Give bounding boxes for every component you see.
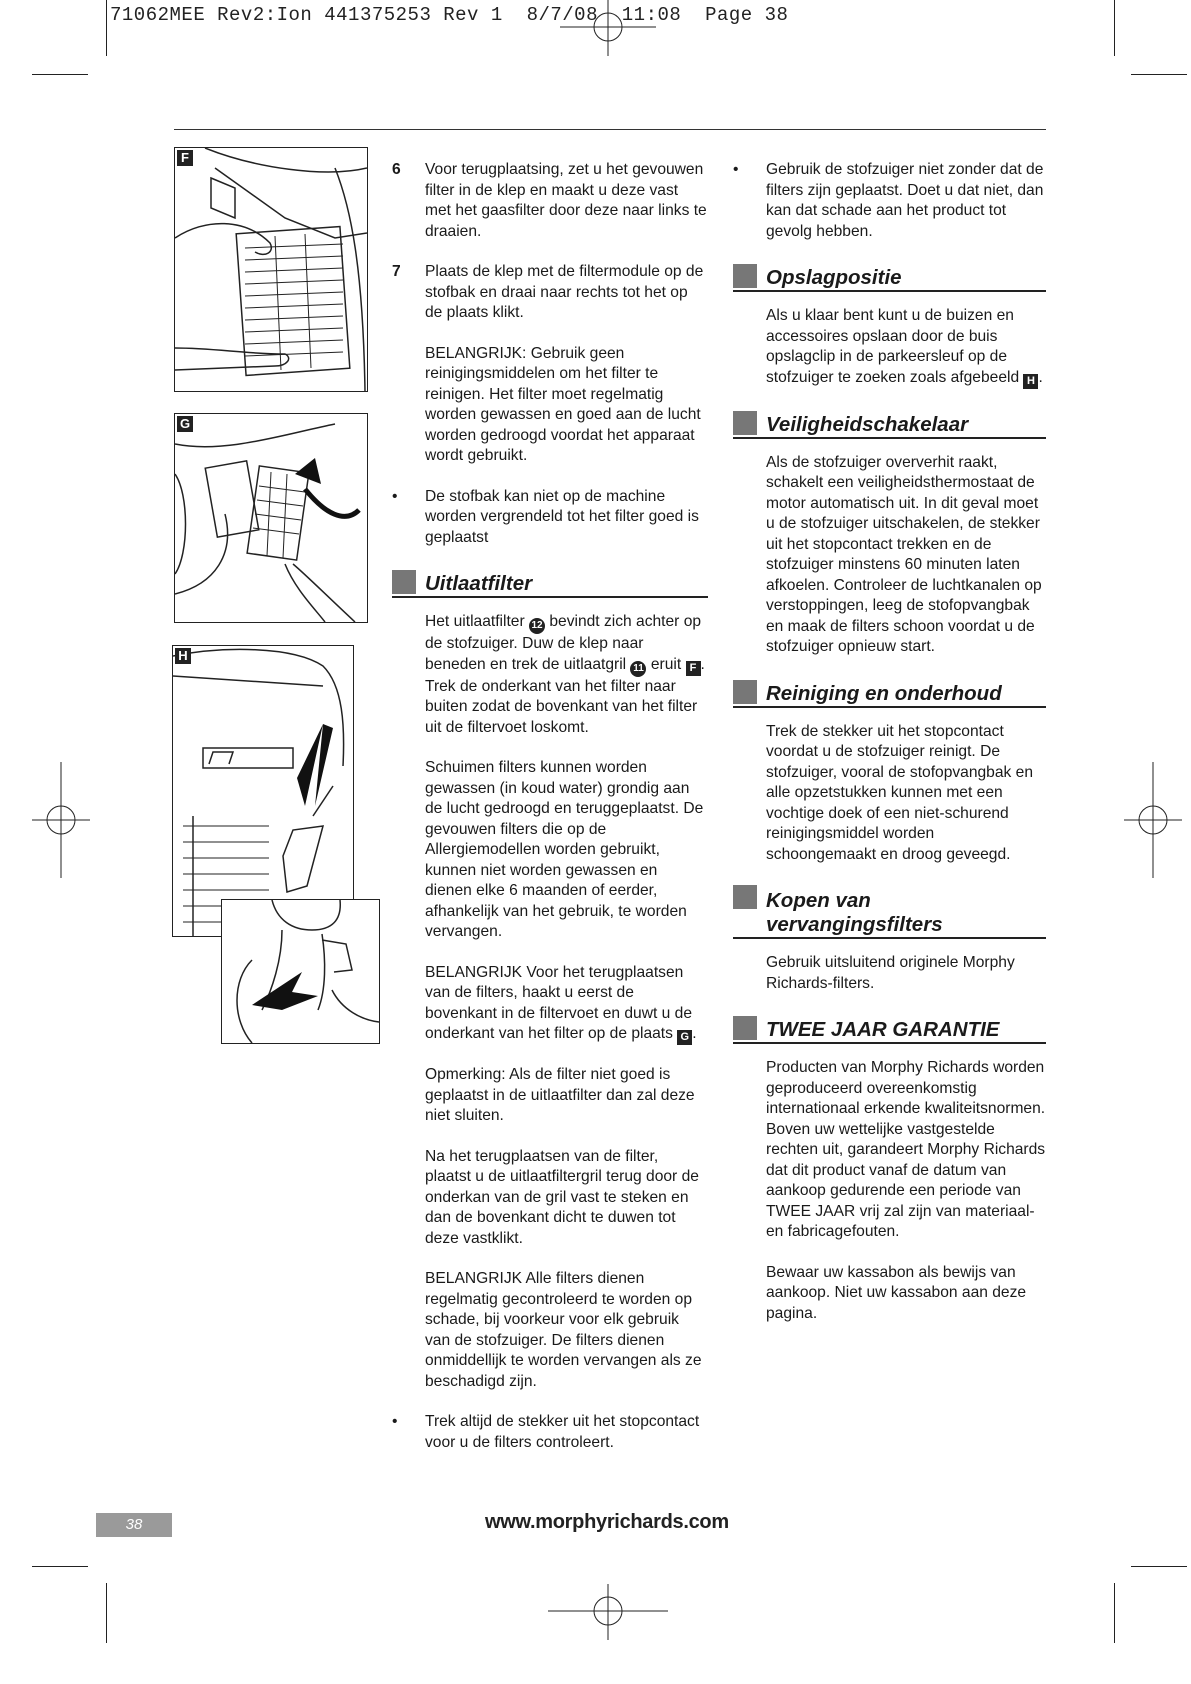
heading-marker [392,570,416,594]
section-heading-uitlaatfilter [392,568,708,598]
uitlaatfilter-p1-d: . Trek de onderkant van het filter naar buiten zodat de bovenkant van het filter uit de filtervoet loskomt. [425,655,705,736]
step-7-text: Plaats de klep met de filtermodule op de stofbak en draai naar rechts tot het op de plaats klikt. [425,263,704,321]
figure-ref-g: G [677,1030,692,1045]
heading-marker [733,264,757,288]
bullet-mark: • [392,1413,398,1430]
step-6 [392,160,708,242]
figure-ref-f: F [686,661,701,676]
callout-11: 11 [630,661,646,677]
uitlaatfilter-p3 [425,963,708,1046]
section-heading-opslagpositie [733,262,1046,292]
uitlaatfilter-p1 [425,612,708,738]
step-6-number: 6 [392,161,401,178]
bullet-stekker [392,1412,708,1453]
figure-h-illustration [173,646,353,936]
bullet-filters-text: Gebruik de stofzuiger niet zonder dat de filters zijn geplaatst. Doet u dat niet, dan kan dat schade aan het product tot gevolg hebben. [766,161,1044,240]
bullet-mark: • [392,487,398,505]
heading-marker [733,885,757,909]
figure-g-illustration [175,414,367,622]
veiligheidschakelaar-text: Als de stofzuiger oververhit raakt, schakelt een veiligheidsthermostaat de motor automatisch uit. In dit geval moet u de stofzuiger uitschakelen, de stekker uit het stopcontact trekken en de stofzuiger minstens 60 minuten laten afkoelen. Controleer de luchtkanalen op verstoppingen, leeg de stofopvangbak en maak de filters schoon voordat u de stofzuiger opnieuw start. [766,453,1042,655]
top-rule [174,129,1046,130]
figure-g [174,413,368,623]
garantie-p1: Producten van Morphy Richards worden geproduceerd overeenkomstig internationaal erkende kwaliteitsnormen. Boven uw wettelijke vastgestelde rechten uit, garandeert Morphy Richards dat dit product vanaf de datum van aankoop gedurende een periode van TWEE JAAR vrij zal zijn van materiaal- en fabricagefouten. [766,1059,1046,1240]
uitlaatfilter-p5: Na het terugplaatsen van de filter, plaatst u de uitlaatfiltergril terug door de onderkan van de gril vast te steken en dan de bovenkant dicht te duwen tot deze vastklikt. [425,1147,699,1247]
heading-kopen-line2: vervangingsfilters [766,913,943,936]
figure-ref-h: H [1023,374,1038,389]
column-right [733,160,1046,1344]
website-url[interactable]: www.morphyrichards.com [485,1511,729,1533]
figure-h-inset [221,899,380,1044]
uitlaatfilter-p3-b: . [692,1025,697,1042]
uitlaatfilter-p3-a: BELANGRIJK Voor het terugplaatsen van de filters, haakt u eerst de bovenkant in de filtervoet en duwt u de onderkant van het filter op de plaats [425,963,693,1042]
heading-veiligheidschakelaar: Veiligheidschakelaar [766,412,969,436]
opslagpositie-text [766,306,1046,389]
uitlaatfilter-p1-a: Het uitlaatfilter [425,613,525,630]
callout-12: 12 [529,618,545,634]
opslagpositie-text-main: Als u klaar bent kunt u de buizen en accessoires opslaan door de buis opslagclip in de parkeersleuf op de stofzuiger te zoeken zoals afgebeeld [766,307,1020,386]
heading-reiniging: Reiniging en onderhoud [766,681,1002,705]
uitlaatfilter-p1-b: bevindt zich achter op de stofzuiger. Duw de klep naar beneden en trek de uitlaatgril [425,613,702,673]
column-left [392,160,708,1473]
uitlaatfilter-p2: Schuimen filters kunnen worden gewassen (in koud water) grondig aan de lucht gedroogd en teruggeplaatst. De gevouwen filters die op de Allergiemodellen worden gebruikt, kunnen niet worden gewassen en dienen elke 6 maanden of eerder, afhankelijk van het gebruik, te worden vervangen. [425,759,704,940]
bullet-mark: • [733,161,739,178]
veiligheidschakelaar-body [733,453,1046,658]
figure-f [174,147,368,392]
heading-kopen [766,889,943,937]
printer-slug: 71062MEE Rev2:Ion 441375253 Rev 1 8/7/08 11:08 Page 38 [110,4,789,26]
opslagpositie-text-end: . [1038,368,1043,386]
heading-marker [733,411,757,435]
figure-g-label: G [177,416,193,432]
uitlaatfilter-p1-c: eruit [650,655,682,673]
uitlaatfilter-p4: Opmerking: Als de filter niet goed is geplaatst in de uitlaatfilter dan zal deze niet sluiten. [425,1066,695,1124]
reiniging-text: Trek de stekker uit het stopcontact voordat u de stofzuiger reinigt. De stofzuiger, vooral de stofopvangbak en alle opzetstukken kunnen met een vochtige doek of een niet-schurend reinigingsmiddel worden schoongemaakt en droog geveegd. [766,722,1034,863]
step-6-text: Voor terugplaatsing, zet u het gevouwen filter in de klep en maakt u deze vast met het gaasfilter door deze naar links te draaien. [425,161,707,240]
figure-f-label: F [177,150,193,166]
garantie-body [733,1058,1046,1324]
heading-uitlaatfilter: Uitlaatfilter [425,572,533,595]
figure-h-label: H [175,648,191,664]
page-number: 38 [96,1513,172,1537]
bullet-filters [733,160,1046,242]
heading-marker [733,1016,757,1040]
heading-marker [733,680,757,704]
kopen-text: Gebruik uitsluitend originele Morphy Richards-filters. [766,954,1015,992]
opslagpositie-body [733,306,1046,389]
heading-kopen-line1: Kopen van [766,889,871,912]
figure-h-inset-illustration [222,900,379,1043]
garantie-p2: Bewaar uw kassabon als bewijs van aankoop. Niet uw kassabon aan deze pagina. [766,1263,1027,1322]
kopen-body [733,953,1046,994]
section-heading-veiligheidschakelaar [733,409,1046,439]
figure-h [172,645,354,937]
bullet-stofbak [392,487,708,549]
bullet-stekker-text: Trek altijd de stekker uit het stopcontact voor u de filters controleert. [425,1413,700,1451]
section-heading-reiniging [733,678,1046,708]
step-7 [392,262,708,467]
uitlaatfilter-body [392,612,708,1392]
heading-opslagpositie: Opslagpositie [766,266,902,289]
section-heading-garantie [733,1014,1046,1044]
reiniging-body [733,722,1046,866]
bullet-stofbak-text: De stofbak kan niet op de machine worden vergrendeld tot het filter goed is geplaatst [425,487,699,546]
heading-garantie: TWEE JAAR GARANTIE [766,1018,1000,1041]
section-heading-kopen [733,885,1046,939]
step-7-note: BELANGRIJK: Gebruik geen reinigingsmiddelen om het filter te reinigen. Het filter moet regelmatig worden gewassen en goed aan de lucht worden gedroogd voordat het apparaat wordt gebruikt. [425,344,701,464]
uitlaatfilter-p6: BELANGRIJK Alle filters dienen regelmatig gecontroleerd te worden op schade, bij voorkeur voor elk gebruik van de stofzuiger. De filters dienen onmiddellijk te worden vervangen als ze beschadigd zijn. [425,1270,702,1390]
step-7-number: 7 [392,263,401,280]
figure-f-illustration [175,148,367,391]
